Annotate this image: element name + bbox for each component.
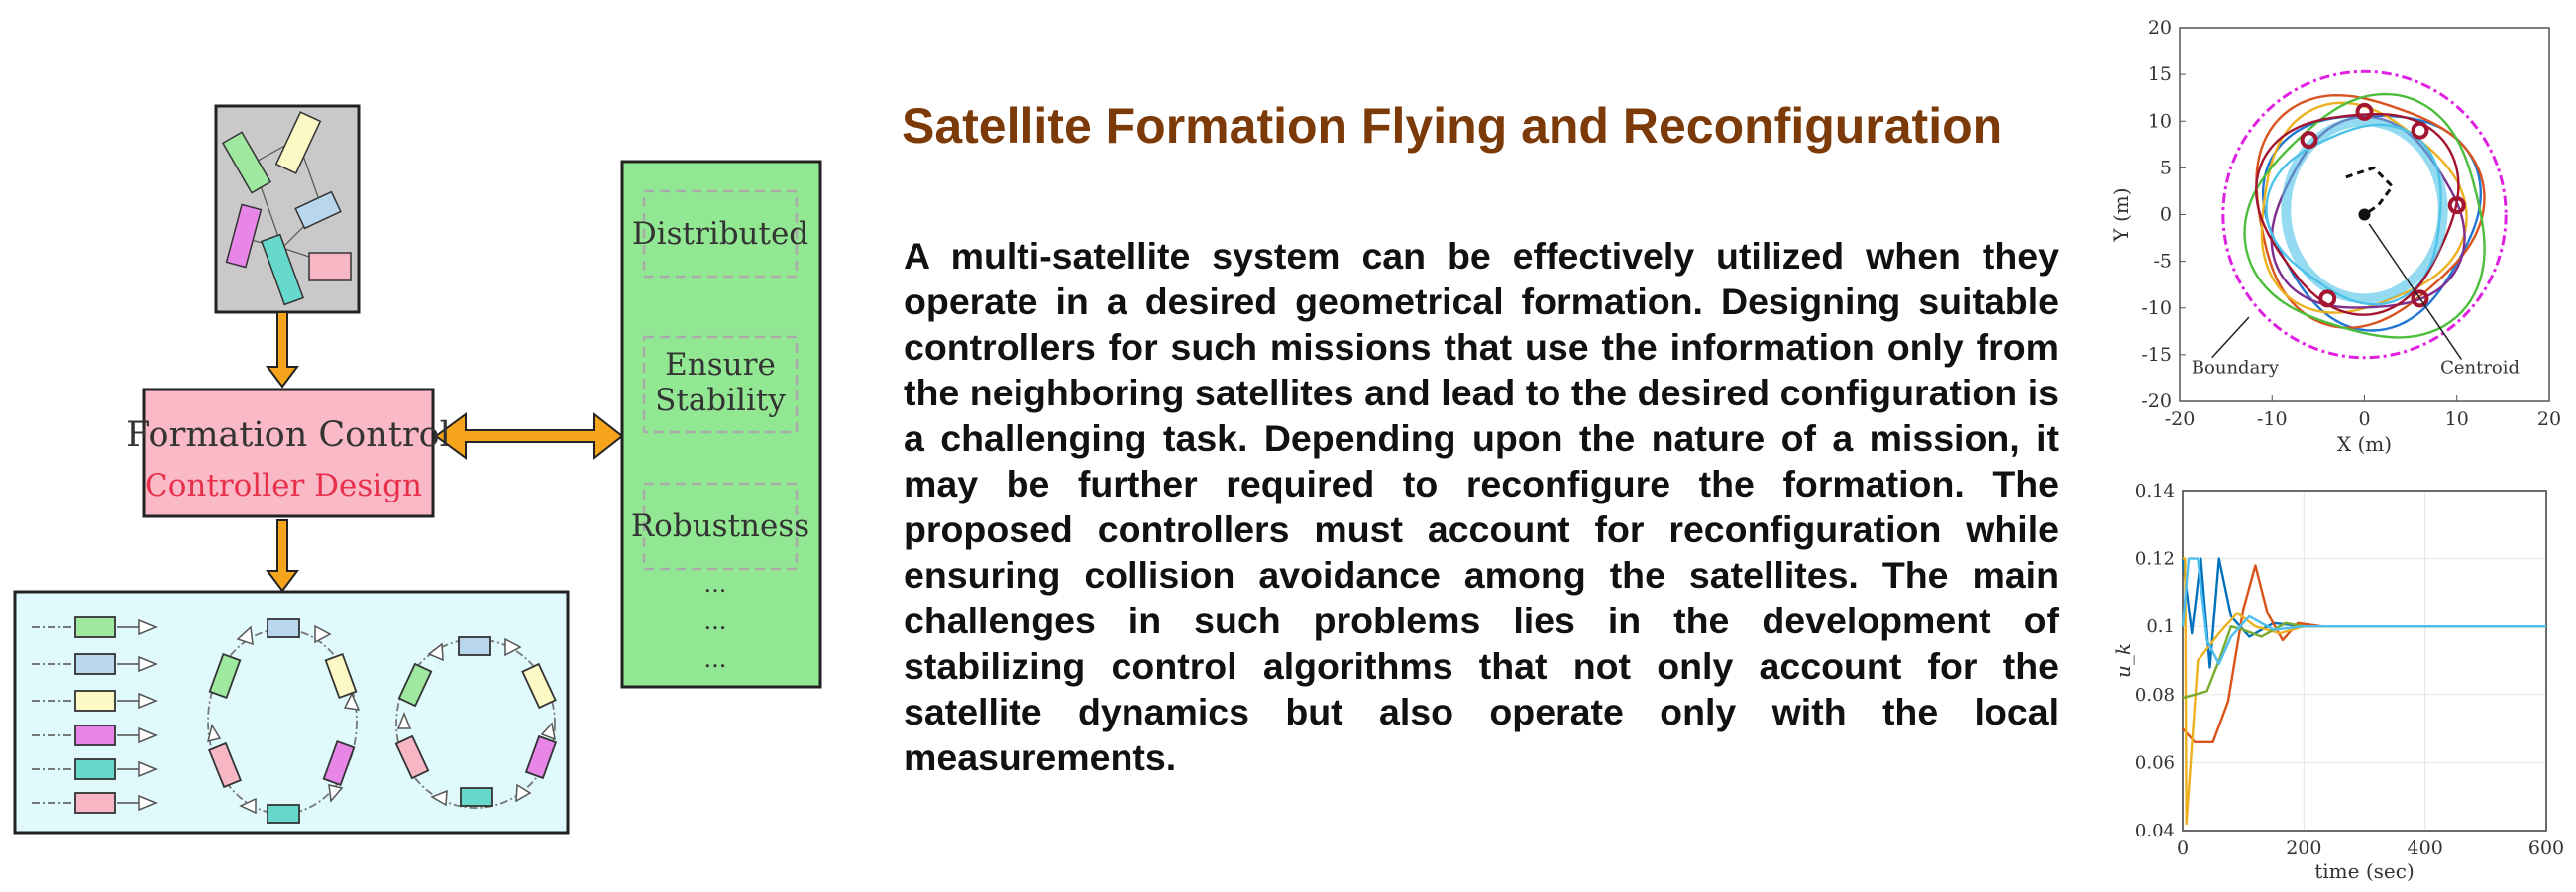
x-tick-label: 200 — [2286, 837, 2322, 859]
formation-panel — [15, 592, 568, 833]
control-plot-area — [2183, 491, 2546, 831]
more-properties-3: ... — [703, 645, 727, 673]
x-tick-label: 400 — [2407, 837, 2443, 859]
initial-satellites-box — [216, 106, 359, 312]
ring2-satellite-blue — [459, 637, 490, 655]
satellite-pink — [309, 253, 351, 280]
controller-block — [126, 390, 451, 516]
list-satellite-magenta — [75, 725, 115, 745]
y-tick-label: 0 — [2159, 203, 2172, 226]
y-tick-label: -20 — [2141, 390, 2172, 412]
x-tick-label: 10 — [2444, 408, 2469, 430]
x-tick-label: 20 — [2536, 408, 2562, 430]
list-satellite-green — [75, 617, 115, 637]
x-tick-label: -20 — [2164, 408, 2196, 430]
trajectory-plot — [2100, 10, 2566, 456]
y-tick-label: 0.12 — [2134, 548, 2175, 570]
y-tick-label: -10 — [2141, 296, 2172, 319]
y-tick-label: 20 — [2147, 17, 2172, 39]
page-title: Satellite Formation Flying and Reconfiguration — [902, 98, 2003, 154]
x-tick-label: -10 — [2256, 408, 2288, 430]
y-tick-label: -15 — [2141, 343, 2172, 366]
y-tick-label: 0.1 — [2146, 616, 2175, 638]
y-tick-label: 0.08 — [2134, 684, 2175, 706]
y-tick-label: -5 — [2153, 250, 2172, 273]
formation-control-diagram — [0, 0, 852, 892]
y-axis-label: u_k — [2111, 643, 2135, 678]
y-tick-label: 0.04 — [2134, 821, 2175, 841]
ring2-satellite-cyan — [461, 788, 492, 806]
more-properties-1: ... — [703, 570, 727, 598]
y-tick-label: 10 — [2147, 110, 2172, 133]
x-axis-label: time (sec) — [2314, 859, 2415, 883]
y-axis-label: Y (m) — [2109, 187, 2133, 242]
x-tick-label: 0 — [2358, 408, 2371, 430]
list-satellite-yellow — [75, 691, 115, 711]
control-input-plot — [2100, 466, 2566, 887]
more-properties-2: ... — [703, 608, 727, 635]
y-tick-label: 5 — [2159, 157, 2172, 179]
y-tick-label: 15 — [2147, 63, 2172, 86]
boundary-annotation: Boundary — [2191, 357, 2280, 379]
centroid-point — [2359, 209, 2371, 221]
y-tick-label: 0.06 — [2134, 752, 2175, 774]
list-satellite-cyan — [75, 759, 115, 779]
list-satellite-pink — [75, 793, 115, 813]
y-tick-label: 0.14 — [2134, 481, 2175, 502]
down-arrow-bottom — [268, 520, 297, 591]
property-distributed: Distributed — [631, 216, 809, 252]
ring1-satellite-cyan — [268, 805, 299, 823]
x-axis-label: X (m) — [2336, 432, 2393, 456]
controller-subtitle: Controller Design — [145, 468, 422, 503]
list-satellite-blue — [75, 654, 115, 674]
property-stability: Ensure Stability — [655, 347, 786, 418]
controller-title: Formation Control — [126, 415, 451, 455]
double-arrow — [436, 414, 622, 458]
centroid-annotation: Centroid — [2440, 357, 2521, 379]
ring1-satellite-blue — [268, 619, 299, 637]
properties-panel — [622, 162, 820, 687]
x-tick-label: 0 — [2176, 837, 2190, 859]
down-arrow-top — [268, 312, 297, 387]
description-paragraph: A multi-satellite system can be effectively utilized when they operate in a desired geometrical formation. Designing suitable controllers for such missions that use the information only from the neighboring satellites and lead to the desired configuration is a challenging task. Depending upon the nature of a mission, it may be further required to reconfigure the formation. The proposed controllers must account for reconfiguration while ensuring collision avoidance among the satellites. The main challenges in such problems lies in the development of stabilizing control algorithms that not only account for the satellite dynamics but also operate only with the local measurements. — [904, 235, 2059, 778]
x-tick-label: 600 — [2527, 837, 2565, 859]
property-robustness: Robustness — [630, 508, 810, 544]
